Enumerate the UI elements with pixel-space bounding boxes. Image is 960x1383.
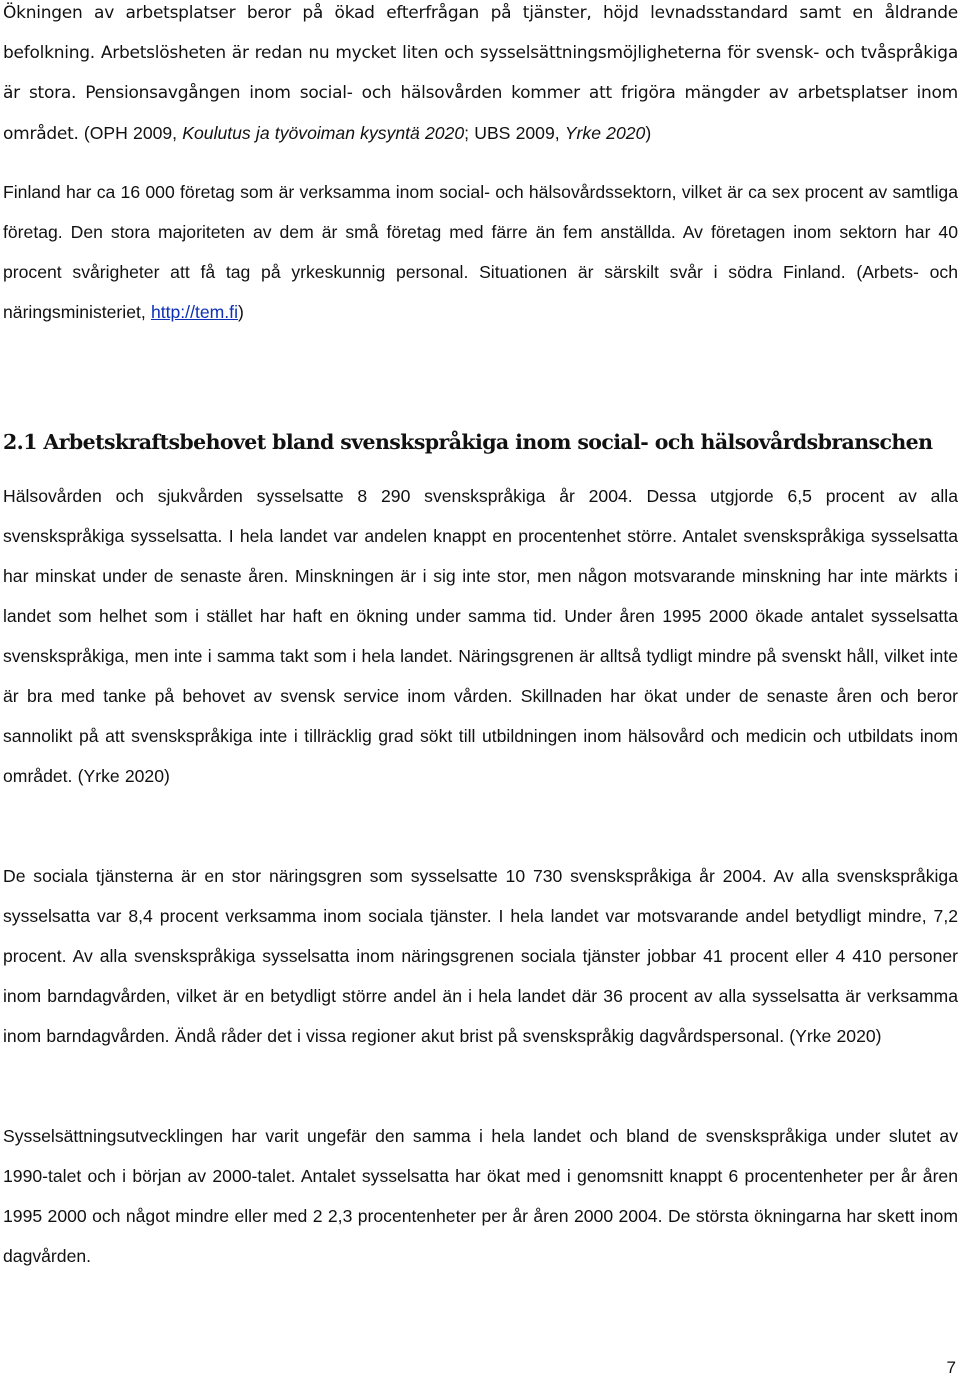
citation-title: Koulutus ja työvoiman kysyntä 2020 — [182, 123, 465, 143]
paragraph-health-care-employment: Hälsovården och sjukvården sysselsatte 8 290 svenskspråkiga år 2004. Dessa utgjorde 6,5 procent av alla svenskspråkiga sysselsatta. I hela landet var andelen knappt en procentenhet större. Antalet svenskspråkiga sysselsatta har minskat under de senaste åren. Minskningen är i sig inte stor, men någon motsvarande minskning har inte märkts i landet som helhet som i stället har haft en ökning under samma tid. Under åren 1995 2000 ökade antalet sysselsatta svenskspråkiga, men inte i samma takt som i hela landet. Näringsgrenen är alltså tydligt mindre på svenskt håll, vilket inte är bra med tanke på behovet av svensk service inom vården. Skillnaden har ökat under de senaste åren och beror sannolikt på att svenskspråkiga inte i tillräcklig grad sökt till utbildningen inom hälsovård och medicin och utbildats inom området. (Yrke 2020) — [3, 486, 958, 786]
paragraph-workplace-growth — [3, 0, 958, 154]
citation: (OPH 2009, Koulutus ja työvoiman kysyntä 2020; UBS 2009, Yrke 2020) — [78, 123, 652, 143]
paragraph-social-services: De sociala tjänsterna är en stor näringsgren som sysselsatte 10 730 svenskspråkiga år 2004. Av alla svenskspråkiga sysselsatta var 8,4 procent verksamma inom sociala tjänster. I hela landet var motsvarande andel betydligt mindre, 7,2 procent. Av alla svenskspråkiga sysselsatta inom näringsgrenen sociala tjänster jobbar 41 procent eller 4 410 personer inom barndagvården, vilket är en betydligt större andel än i hela landet där 36 procent av alla sysselsatta är verksamma inom barndagvården. Ändå råder det i vissa regioner akut brist på svenskspråkig dagvårdspersonal. (Yrke 2020) — [3, 866, 958, 1046]
tem-link[interactable]: http://tem.fi — [150, 302, 238, 322]
citation-title: Yrke 2020 — [564, 123, 646, 143]
paragraph-companies: Finland har ca 16 000 företag som är verksamma inom social- och hälsovårdssektorn, vilket är ca sex procent av samtliga företag. Den stora majoriteten av dem är små företag med färre än fem anställda. Av företagen inom sektorn har 40 procent svårigheter att få tag på yrkeskunnig personal. Situationen är särskilt svår i södra Finland. (Arbets- och näringsministeriet, http://tem.fi) — [3, 182, 958, 322]
section-heading: 2.1 Arbetskraftsbehovet bland svenskspråkiga inom social- och hälsovårdsbranschen — [3, 430, 933, 454]
paragraph-text: Ökningen av arbetsplatser beror på ökad efterfrågan på tjänster, höjd levnadsstandard samt en åldrande befolkning. Arbetslösheten är redan nu mycket liten och sysselsättningsmöjligheterna för svensk- och tvåspråkiga är stora. Pensionsavgången inom social- och hälsovården kommer att frigöra mängder av arbetsplatser inom området. — [3, 3, 958, 144]
paragraph-employment-development: Sysselsättningsutvecklingen har varit ungefär den samma i hela landet och bland de svenskspråkiga under slutet av 1990-talet och i början av 2000-talet. Antalet sysselsatta har ökat med i genomsnitt knappt 6 procentenheter per år åren 1995 2000 och något mindre eller med 2 2,3 procentenheter per år åren 2000 2004. De största ökningarna har skett inom dagvården. — [3, 1126, 958, 1266]
page-number: 7 — [946, 1358, 956, 1377]
